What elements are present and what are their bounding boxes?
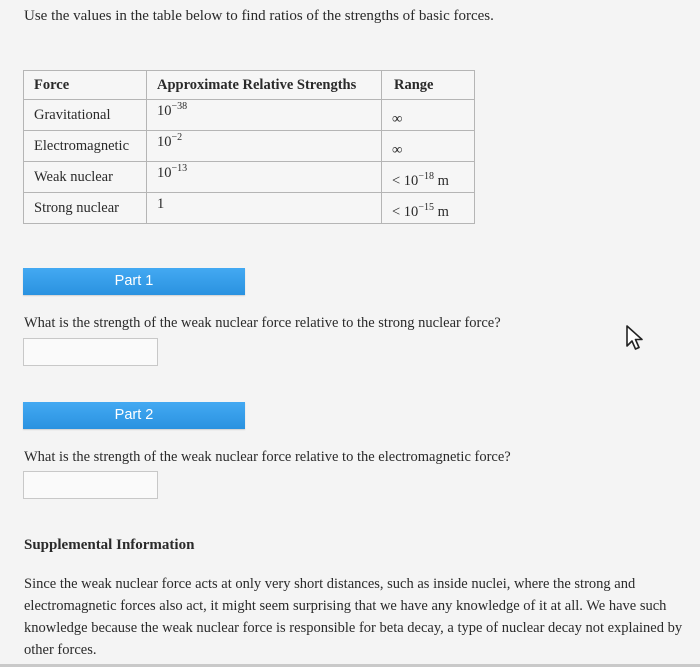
mouse-pointer-icon <box>620 322 650 352</box>
force-range: ∞ <box>382 131 475 162</box>
supplemental-title: Supplemental Information <box>24 537 195 553</box>
part-2-question: What is the strength of the weak nuclear force relative to the electromagnetic force? <box>24 449 511 465</box>
table-row <box>24 131 475 162</box>
part-2-answer-input[interactable] <box>23 471 158 499</box>
part-1-question: What is the strength of the weak nuclear force relative to the strong nuclear force? <box>24 315 501 331</box>
forces-table <box>23 70 475 224</box>
force-strength: $10^{-2}$ <box>147 131 382 162</box>
force-name: Weak nuclear <box>24 162 147 193</box>
force-strength: $10^{-38}$ <box>147 100 382 131</box>
header-range: Range <box>382 71 475 100</box>
force-range: < $10^{-15}$ m <box>382 193 475 224</box>
table-row <box>24 162 475 193</box>
instructions-text: Use the values in the table below to find ratios of the strengths of basic forces. <box>24 8 494 24</box>
part-2-banner: Part 2 <box>23 402 245 429</box>
force-name: Gravitational <box>24 100 147 131</box>
table-row <box>24 100 475 131</box>
force-range: < $10^{-18}$ m <box>382 162 475 193</box>
supplemental-text: Since the weak nuclear force acts at only very short distances, such as inside nuclei, where the strong and electromagnetic forces also act, it might seem surprising that we have any knowledge of it at all. We have such knowledge because the weak nuclear force is responsible for beta decay, a type of nuclear decay not explained by other forces. <box>24 576 683 658</box>
table-row <box>24 193 475 224</box>
force-name: Electromagnetic <box>24 131 147 162</box>
part-1-banner: Part 1 <box>23 268 245 295</box>
force-strength: $10^{-13}$ <box>147 162 382 193</box>
table-header-row <box>24 71 475 100</box>
force-range: ∞ <box>382 100 475 131</box>
header-strength: Approximate Relative Strengths <box>147 71 382 100</box>
part-1-answer-input[interactable] <box>23 338 158 366</box>
force-name: Strong nuclear <box>24 193 147 224</box>
force-strength: 1 <box>147 193 382 224</box>
header-force: Force <box>24 71 147 100</box>
